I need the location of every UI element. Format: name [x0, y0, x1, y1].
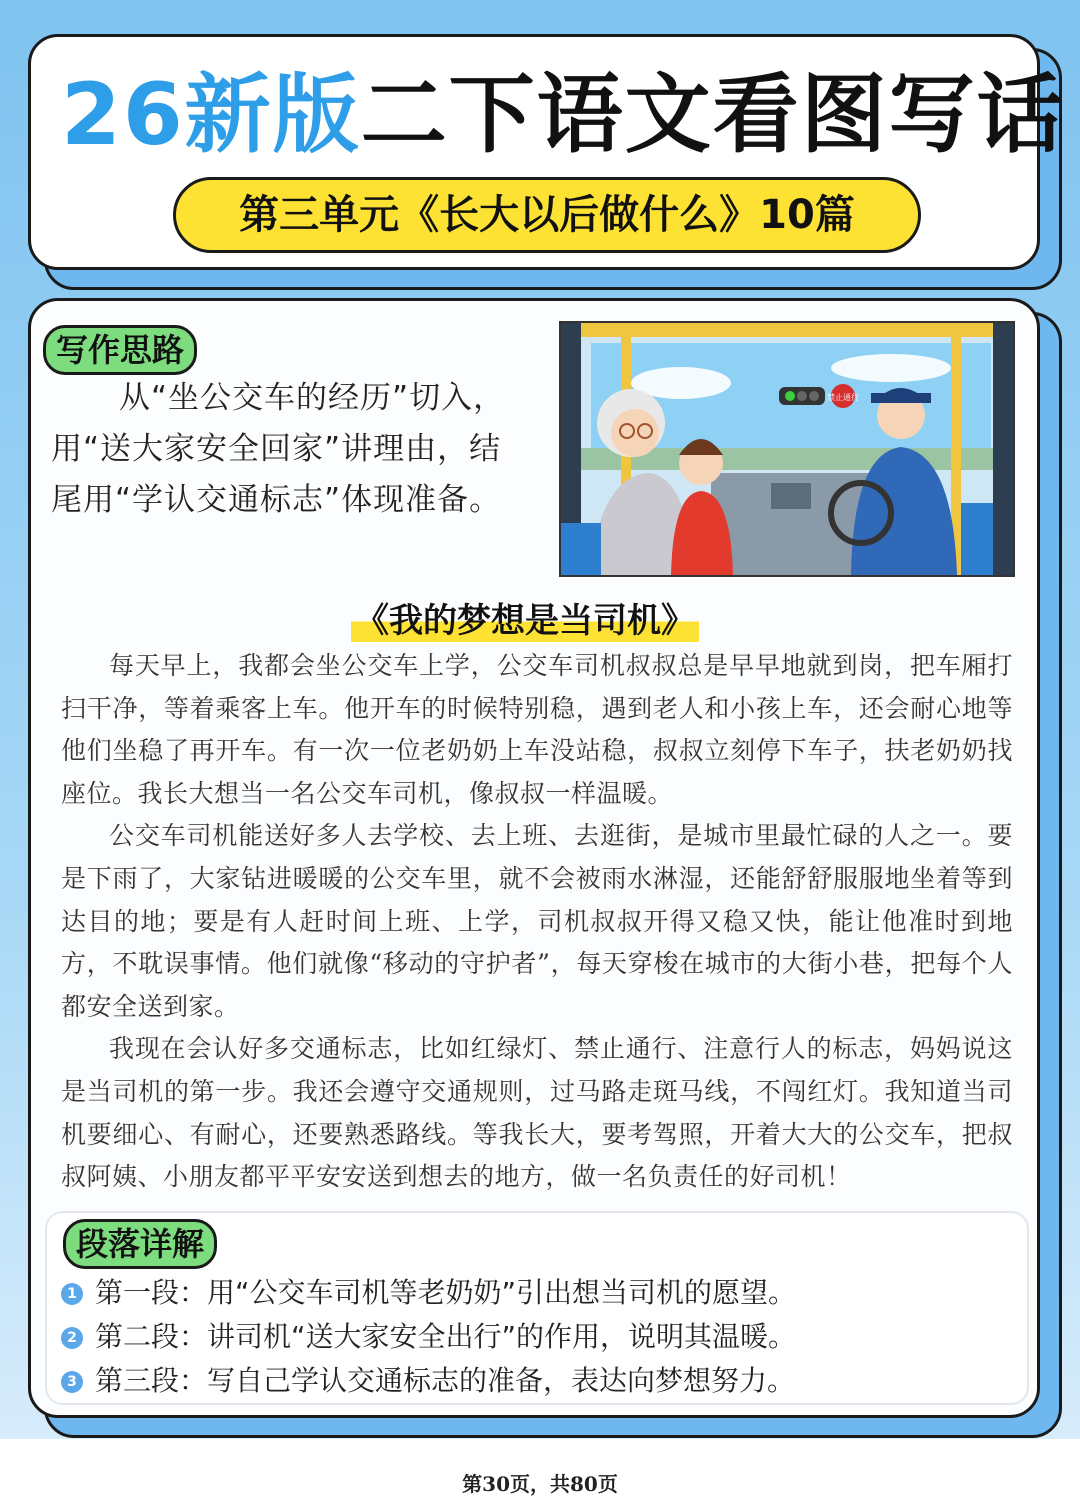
essay-paragraph: 公交车司机能送好多人去学校、去上班、去逛街，是城市里最忙碌的人之一。要是下雨了，大家钻进暖暖的公交车里，就不会被雨水淋湿，还能舒舒服服地坐着等到达目的地；要是有人赶时间上班、上学，司机叔叔开得又稳又快，能让他准时到地方，不耽误事情。他们就像“移动的守护者”，每天穿梭在城市的大街小巷，把每个人都安全送到家。 — [61, 821, 1013, 1021]
number-badge-icon: 1 — [61, 1283, 83, 1305]
essay-paragraph: 每天早上，我都会坐公交车上学，公交车司机叔叔总是早早地就到岗，把车厢打扫干净，等着乘客上车。他开车的时候特别稳，遇到老人和小孩上车，还会耐心地等他们坐稳了再开车。有一次一位老奶奶上车没站稳，叔叔立刻停下车子，扶老奶奶找座位。我长大想当一名公交车司机，像叔叔一样温暖。 — [61, 651, 1013, 808]
detail-item — [61, 1361, 795, 1401]
bus-driver-illustration — [559, 321, 1015, 577]
number-badge-icon: 2 — [61, 1327, 83, 1349]
detail-item — [61, 1317, 796, 1357]
essay-body — [61, 645, 1013, 1199]
page-number: 第30页，共80页 — [462, 1472, 618, 1496]
detail-item-text: 第一段：用“公交车司机等老奶奶”引出想当司机的愿望。 — [95, 1276, 797, 1309]
page-title — [61, 65, 1065, 165]
title-card — [28, 34, 1065, 270]
paragraph-detail-tag: 段落详解 — [63, 1219, 217, 1269]
detail-item-text: 第三段：写自己学认交通标志的准备，表达向梦想努力。 — [95, 1364, 796, 1397]
title-highlight: 26新版 — [61, 65, 361, 165]
title-rest: 二下语文看图写话 — [360, 65, 1065, 165]
writing-idea-text: 从“坐公交车的经历”切入，用“送大家安全回家”讲理由，结尾用“学认交通标志”体现准备。 — [51, 380, 506, 518]
number-badge-icon: 3 — [61, 1371, 83, 1393]
essay-title: 《我的梦想是当司机》 — [351, 593, 699, 642]
essay-paragraph: 我现在会认好多交通标志，比如红绿灯、禁止通行、注意行人的标志，妈妈说这是当司机的第一步。我还会遵守交通规则，过马路走斑马线，不闯红灯。我知道当司机要细心、有耐心，还要熟悉路线。等我长大，要考驾照，开着大大的公交车，把叔叔阿姨、小朋友都平平安安送到想去的地方，做一名负责任的好司机！ — [61, 1034, 1013, 1192]
bus-scene-drawing — [561, 323, 1013, 575]
sign-text: 禁止通行 — [827, 393, 859, 402]
subtitle-banner: 第三单元《长大以后做什么》10篇 — [173, 177, 921, 253]
paragraph-detail-box — [45, 1211, 1029, 1405]
writing-idea-tag: 写作思路 — [43, 325, 197, 375]
main-card — [28, 298, 1040, 1418]
detail-item-text: 第二段：讲司机“送大家安全出行”的作用，说明其温暖。 — [95, 1320, 797, 1353]
detail-item — [61, 1273, 796, 1313]
